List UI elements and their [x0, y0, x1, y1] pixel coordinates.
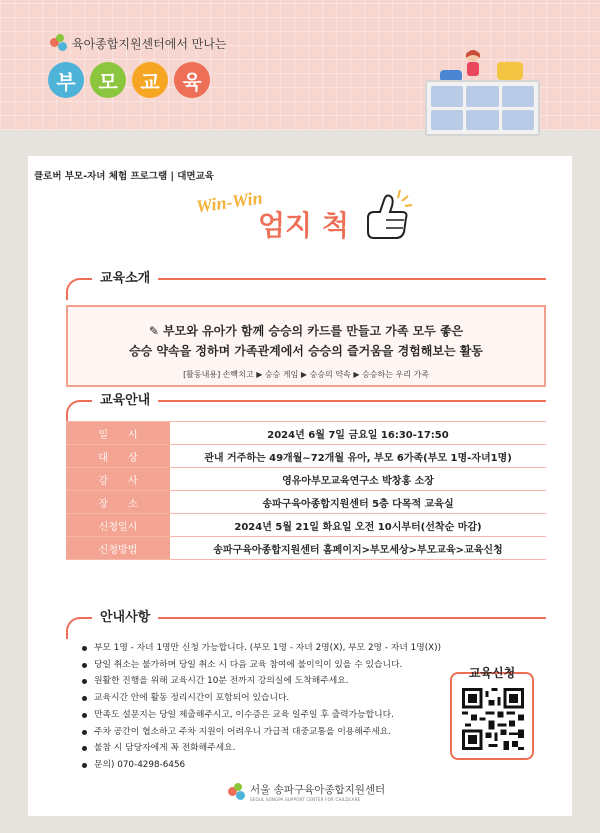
info-value: 2024년 6월 7일 금요일 16:30-17:50 [170, 422, 546, 445]
intro-line-2: 승승 약속을 정하며 가족관계에서 승승의 즐거움을 경험해보는 활동 [129, 344, 483, 358]
page-title: 엄지 척 [258, 209, 349, 242]
info-key: 강 사 [66, 468, 170, 491]
thumbs-up-icon [358, 188, 414, 246]
section-notice-header [66, 610, 546, 639]
info-value: 영유아부모교육연구소 박창홍 소장 [170, 468, 546, 491]
info-key: 장 소 [66, 491, 170, 514]
badge-bu: 부 [48, 62, 84, 98]
toy-phone-icon [497, 62, 523, 80]
table-row [66, 514, 546, 537]
section-info-header [66, 393, 546, 422]
info-value: 송파구육아종합지원센터 홈페이지>부모세상>부모교육>교육신청 [170, 537, 546, 560]
list-item: 불참 시 담당자에게 꼭 전화해주세요. [80, 740, 460, 757]
section-intro-header [66, 271, 546, 300]
info-key: 일 시 [66, 422, 170, 445]
info-table [66, 421, 546, 560]
list-item: 당일 취소는 불가하며 당일 취소 시 다음 교육 참여에 불이익이 있을 수 있습니다. [80, 657, 460, 674]
table-row [66, 468, 546, 491]
winwin-label: Win-Win [194, 187, 264, 217]
info-value: 관내 거주하는 49개월~72개월 유아, 부모 6가족(부모 1명-자녀1명) [170, 445, 546, 468]
table-row [66, 537, 546, 560]
list-item: 부모 1명 - 자녀 1명만 신청 가능합니다. (부모 1명 - 자녀 2명(X), 부모 2명 - 자녀 1명(X)) [80, 640, 460, 657]
list-item: 문의) 070-4298-6456 [80, 757, 460, 774]
qr-signup-box[interactable] [450, 666, 534, 760]
footer-name: 서울 송파구육아종합지원센터 [250, 784, 386, 796]
intro-activities: [활동내용] 손뼉치고 ▶ 승승 게임 ▶ 승승의 약속 ▶ 승승하는 우리 가족 [183, 370, 429, 379]
center-logo-icon [50, 34, 68, 52]
pencil-icon: ✎ [148, 324, 164, 338]
list-item: 주차 공간이 협소하고 주차 지원이 어려우니 가급적 대중교통을 이용해주세요. [80, 724, 460, 741]
badge-mo: 모 [90, 62, 126, 98]
qr-title: 교육신청 [468, 666, 516, 680]
header-subtitle-text: 육아종합지원센터에서 만나는 [72, 36, 227, 51]
section-intro-title: 교육소개 [92, 267, 158, 286]
intro-line-1: ✎ 부모와 유아가 함께 승승의 카드를 만들고 가족 모두 좋은 [148, 324, 464, 338]
toy-doll-icon [462, 48, 484, 80]
title-badges [48, 62, 210, 98]
list-item: 원활한 진행을 위해 교육시간 10분 전까지 강의실에 도착해주세요. [80, 673, 460, 690]
notice-list [80, 640, 460, 774]
list-item: 만족도 설문지는 당일 제출해주시고, 이수증은 교육 일주일 후 출력가능합니다. [80, 707, 460, 724]
list-item: 교육시간 안에 활동 정리시간이 포함되어 있습니다. [80, 690, 460, 707]
info-key: 신청방법 [66, 537, 170, 560]
section-info-title: 교육안내 [92, 389, 158, 408]
intro-box [66, 305, 546, 387]
info-value: 송파구육아종합지원센터 5층 다목적 교육실 [170, 491, 546, 514]
info-key: 대 상 [66, 445, 170, 468]
footer-logo-icon [228, 783, 246, 801]
program-line: 클로버 부모-자녀 체험 프로그램 | 대면교육 [34, 171, 214, 182]
footer [228, 782, 385, 802]
qr-code-icon[interactable] [462, 688, 524, 750]
info-value: 2024년 5월 21일 화요일 오전 10시부터(선착순 마감) [170, 514, 546, 537]
table-row [66, 445, 546, 468]
toy-shelf-icon [425, 80, 540, 136]
badge-gyo: 교 [132, 62, 168, 98]
badge-yuk: 육 [174, 62, 210, 98]
footer-english: SEOUL SONGPA SUPPORT CENTER FOR CHILDCARE [250, 797, 361, 802]
header-banner [0, 0, 600, 130]
table-row [66, 422, 546, 445]
info-key: 신청일시 [66, 514, 170, 537]
table-row [66, 491, 546, 514]
section-notice-title: 안내사항 [92, 606, 158, 625]
header-subtitle [50, 34, 227, 52]
